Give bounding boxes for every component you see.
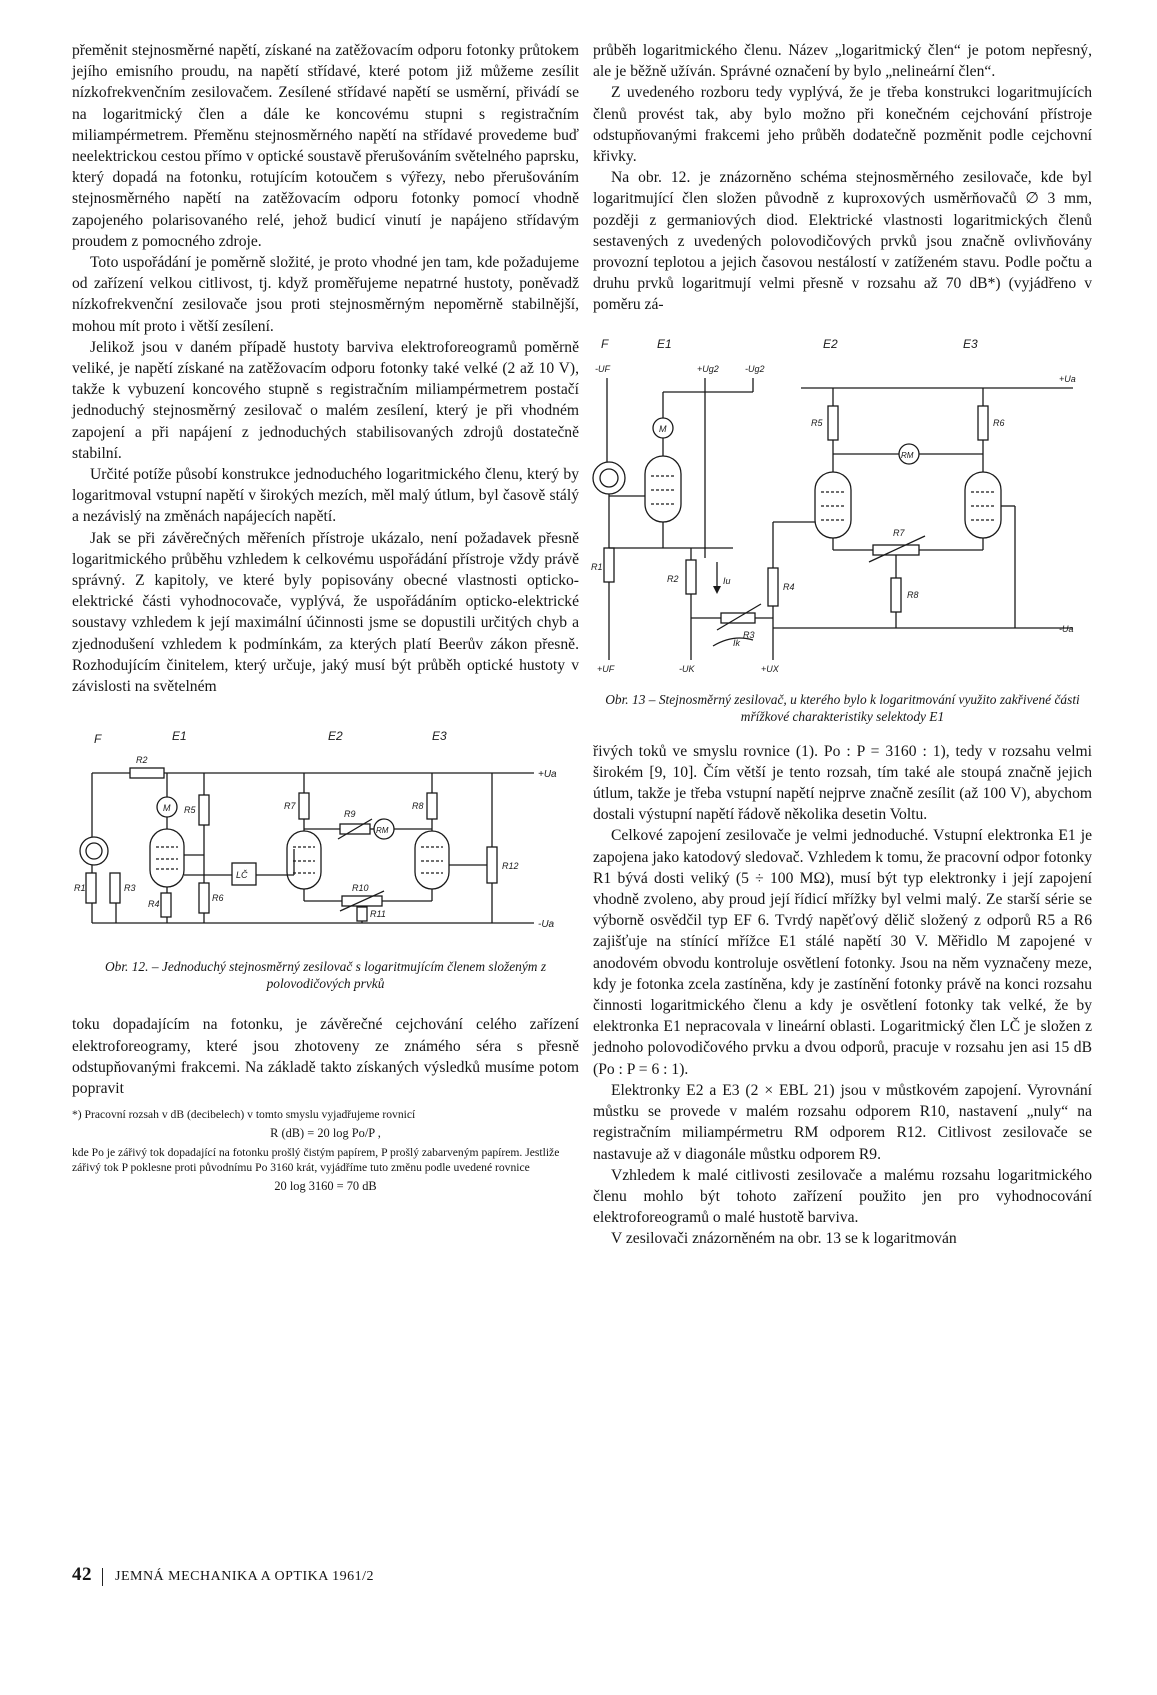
- label-R3: R3: [124, 883, 136, 894]
- label-F: F: [601, 336, 609, 351]
- page-footer: [72, 1564, 374, 1586]
- label-minus-uk: -UK: [679, 663, 695, 674]
- paragraph: Toto uspořádání je poměrně složité, je proto vhodné jen tam, kde požadujeme od zařízení velkou citlivost, tj. když proměřujeme nepatrné hustoty, poněvadž nízkofrekvenční zesilovače jsou proti stejnosměrným nepoměrně stabilnější, mohou mít proto i větší zesílení.: [72, 254, 579, 335]
- label-R6: R6: [212, 893, 224, 904]
- label-R8: R8: [907, 589, 919, 600]
- paragraph: průběh logaritmického členu. Název „logaritmický člen“ je potom nepřesný, ale je běžně užíván. Správné označení by bylo „nelineární člen“.: [593, 42, 1092, 81]
- label-Ik: Ik: [733, 637, 741, 648]
- figure-caption: [72, 958, 579, 992]
- label-R5: R5: [811, 417, 823, 428]
- caption-text: Stejnosměrný zesilovač, u kterého bylo k logaritmování využito zakřivené části mřížkové charakteristiky selektody E1: [658, 691, 1080, 724]
- label-R2: R2: [136, 755, 148, 766]
- paragraph: přeměnit stejnosměrné napětí, získané na zatěžovacím odporu fotonky průtokem jejího emisního proudu, na napětí střídavé, které potom již můžeme zesílit nízkofrekvenčním zesilovačem. Zesílené střídavé napětí se usměrní, přivádí se na logaritmický člen a dále ke koncovému stupni s registračním miliampérmetrem. Přeměnu stejnosměrného napětí na střídavé provedeme buď neelektrickou cestou přímo v optické soustavě přerušováním světelného paprsku, který dopadá na fotonku, rotujícím kotoučem s výřezy, nebo přerušováním stejnosměrného napětí na zatěžovacím odporu fotonky pomocí vhodně zapojeného polarisovaného relé, jehož budicí vinutí je napájeno střídavým proudem z pomocného zdroje.: [72, 42, 579, 250]
- label-R3: R3: [743, 629, 755, 640]
- caption-label: Obr. 12. –: [104, 959, 159, 975]
- figure-13: [593, 328, 1092, 725]
- label-RM: RM: [376, 826, 389, 836]
- label-R4: R4: [783, 581, 795, 592]
- label-R11: R11: [370, 909, 386, 920]
- label-M: M: [163, 803, 171, 814]
- footnote-explanation: kde Po je zářivý tok dopadající na fotonku prošlý čistým papírem, P prošlý zabarveným papírem. Jestliže zářivý tok P poklesne proti původnímu Po 3160 krát, vyjádříme tuto změnu podle uvedené rovnice: [72, 1146, 560, 1175]
- footnote-text: *) Pracovní rozsah v dB (decibelech) v tomto smyslu vyjadřujeme rovnicí: [72, 1108, 416, 1122]
- footer-divider: [102, 1568, 103, 1586]
- label-R10: R10: [352, 883, 369, 894]
- footnote-result: 20 log 3160 = 70 dB: [274, 1179, 377, 1194]
- circuit-diagram-fig13: [593, 328, 1092, 680]
- circuit-diagram-fig12: [72, 723, 579, 945]
- label-plus-ua: +Ua: [538, 769, 557, 781]
- paragraph: Elektronky E2 a E3 (2 × EBL 21) jsou v můstkovém zapojení. Vyrovnání můstku se provede v malém rozsahu odporem R10, nastavení „nuly“ na registračním miliampérmetru RM odporem R12. Citlivost zesilovače se nastavuje až v diagonále můstku odporem R9.: [593, 1081, 1092, 1163]
- label-M: M: [659, 423, 667, 434]
- journal-title: JEMNÁ MECHANIKA A OPTIKA 1961/2: [115, 1569, 374, 1584]
- paragraph: toku dopadajícím na fotonku, je závěrečné cejchování celého zařízení elektroforeogramy, které jsou zhotoveny ze známého séra s přesně odstupňovanými frakcemi. Na základě takto získaných výsledků musíme potom popravit: [72, 1016, 579, 1097]
- paragraph: řivých toků ve smyslu rovnice (1). Po : P = 3160 : 1), tedy v rozsahu velmi širokém [9, 10]. Čím větší je tento rozsah, tím také ale stoupá značně jejich útlum, takže je třeba vstupní napětí nejprve značně zesílit (až 100 V), abychom dostali výstupní napětí řádově několika desetin Voltu.: [593, 742, 1092, 824]
- label-E1: E1: [172, 729, 187, 744]
- label-minus-uf: -UF: [595, 363, 610, 374]
- paragraph: Vzhledem k malé citlivosti zesilovače a malému rozsahu logaritmického členu mohlo být tohoto zařízení použito jen pro vyhodnocování elektroforeogramů o malé hustotě barviva.: [593, 1166, 1092, 1227]
- paragraph: Určité potíže působí konstrukce jednoduchého logaritmického členu, který by logaritmoval vstupní napětí v širokých mezích, měl malý útlum, byl časově stálý a nezávislý na změnách napájecích napětí.: [72, 466, 579, 526]
- figure-caption: [593, 691, 1092, 725]
- label-R5: R5: [184, 805, 196, 816]
- label-R1: R1: [591, 561, 603, 572]
- label-R12: R12: [502, 861, 519, 872]
- left-column: [72, 40, 579, 1198]
- label-Iu: Iu: [723, 575, 731, 586]
- page-number: 42: [72, 1564, 92, 1585]
- label-minus-ua: -Ua: [538, 919, 555, 931]
- label-R1: R1: [74, 883, 86, 894]
- label-RM: RM: [901, 450, 914, 460]
- footnote: [72, 1107, 579, 1194]
- label-minus-ua: -Ua: [1059, 623, 1074, 634]
- label-R6: R6: [993, 417, 1005, 428]
- label-E1: E1: [657, 336, 672, 351]
- label-E3: E3: [432, 729, 447, 744]
- label-LC: LČ: [236, 870, 248, 881]
- caption-text: Jednoduchý stejnosměrný zesilovač s logaritmujícím členem složeným z polovodičových prvků: [161, 959, 547, 992]
- label-plus-ug2: +Ug2: [697, 363, 719, 374]
- paragraph: V zesilovači znázorněném na obr. 13 se k logaritmován: [611, 1230, 957, 1248]
- label-E2: E2: [328, 729, 343, 744]
- paragraph: Jelikož jsou v daném případě hustoty barviva elektroforeogramů poměrně veliké, je napětí získané na zatěžovacím odporu fotonky také velké (2 až 10 V), takže k vybuzení koncového stupně s registračním miliampérmetrem postačí jednoduchý stejnosměrný zesilovač o malém zesílení, který je při vhodném zapojení a při napájení z jednoduchých stabilisovaných zdrojů dostatečně stabilní.: [72, 338, 579, 462]
- label-E2: E2: [823, 336, 838, 351]
- figure-12: [72, 723, 579, 992]
- label-F: F: [94, 732, 102, 747]
- caption-label: Obr. 13 –: [605, 691, 656, 707]
- paragraph: Z uvedeného rozboru tedy vyplývá, že je třeba konstrukci logaritmujících členů provést tak, aby bylo možno při konečném cejchování přístroje odstupňovanými frakcemi jeho průběh dodatečně pozměnit podle cejchovní křivky.: [593, 84, 1092, 166]
- label-R8: R8: [412, 801, 424, 812]
- label-minus-ug2: -Ug2: [745, 363, 765, 374]
- label-R7: R7: [284, 801, 296, 812]
- footnote-formula: R (dB) = 20 log Po/P ,: [270, 1126, 381, 1141]
- label-R9: R9: [344, 809, 356, 820]
- paragraph: Na obr. 12. je znázorněno schéma stejnosměrného zesilovače, kde byl logaritmující člen složen původně z kuproxových usměrňovačů ∅ 3 mm, později z germaniových diod. Elektrické vlastnosti logaritmických členů sestavených z uvedených polovodičových prvků jsou značně ovlivňovány provozní teplotou a jejich časovou nestálostí v zatíženém stavu. Podle počtu a druhu prvků logaritmují velmi přesně v rozsahu až 70 dB*) (vyjádřeno v poměru zá-: [593, 169, 1092, 314]
- label-R7: R7: [893, 527, 905, 538]
- label-plus-ua: +Ua: [1059, 373, 1076, 384]
- paragraph: Jak se při závěrečných měřeních přístroje ukázalo, není požadavek přesně logaritmického průběhu vzhledem k celkovému uspořádání přístroje vždy právě správný. Z kapitoly, ve které byly popisovány obecné vlastnosti opticko-elektrické části vyhodnocovače, vyplývá, že uspořádáním opticko-elektrické soustavy vzhledem k její maximální účinnosti jsme se dopustili určitých chyb a zjednodušení vzhledem k podmínkám, za kterých platí Beerův zákon přesně. Rozhodujícím činitelem, který určuje, jaký musí být průběh optické hustoty v závislosti na světelném: [72, 529, 579, 696]
- label-E3: E3: [963, 336, 978, 351]
- paragraph: Celkové zapojení zesilovače je velmi jednoduché. Vstupní elektronka E1 je zapojena jako katodový sledovač. Vzhledem k tomu, že pracovní odpor fotonky R1 bývá dosti veliký (5 ÷ 100 MΩ), musí být typ elektronky i její zapojení vhodně zvoleno, aby proud její řídicí mřížky byl velmi malý. Ze starší série se výborně osvědčil typ EF 6. Tvrdý napěťový dělič složený z odporů R5 a R6 zajišťuje na stínící mřížce E1 stálé napětí 30 V. Měřidlo M zapojené v anodovém obvodu kontroluje osvětlení fotonky. Jsou na něm vyznačeny meze, kdy je fotonka zcela zastíněna, kdy je zastínění fotonky právě na konci rozsahu činnosti logaritmického členu a kdy je osvětlení fotonky tak velké, že by elektronka E1 nepracovala v lineární oblasti. Logaritmický člen LČ je složen z jednoho polovodičového prvku a dvou odporů, pracuje v rozsahu jen asi 15 dB (Po : P = 6 : 1).: [593, 827, 1092, 1078]
- label-R4: R4: [148, 899, 160, 910]
- label-plus-ux: +UX: [761, 663, 779, 674]
- label-R2: R2: [667, 573, 679, 584]
- right-column: [593, 40, 1092, 1250]
- label-plus-uf: +UF: [597, 663, 615, 674]
